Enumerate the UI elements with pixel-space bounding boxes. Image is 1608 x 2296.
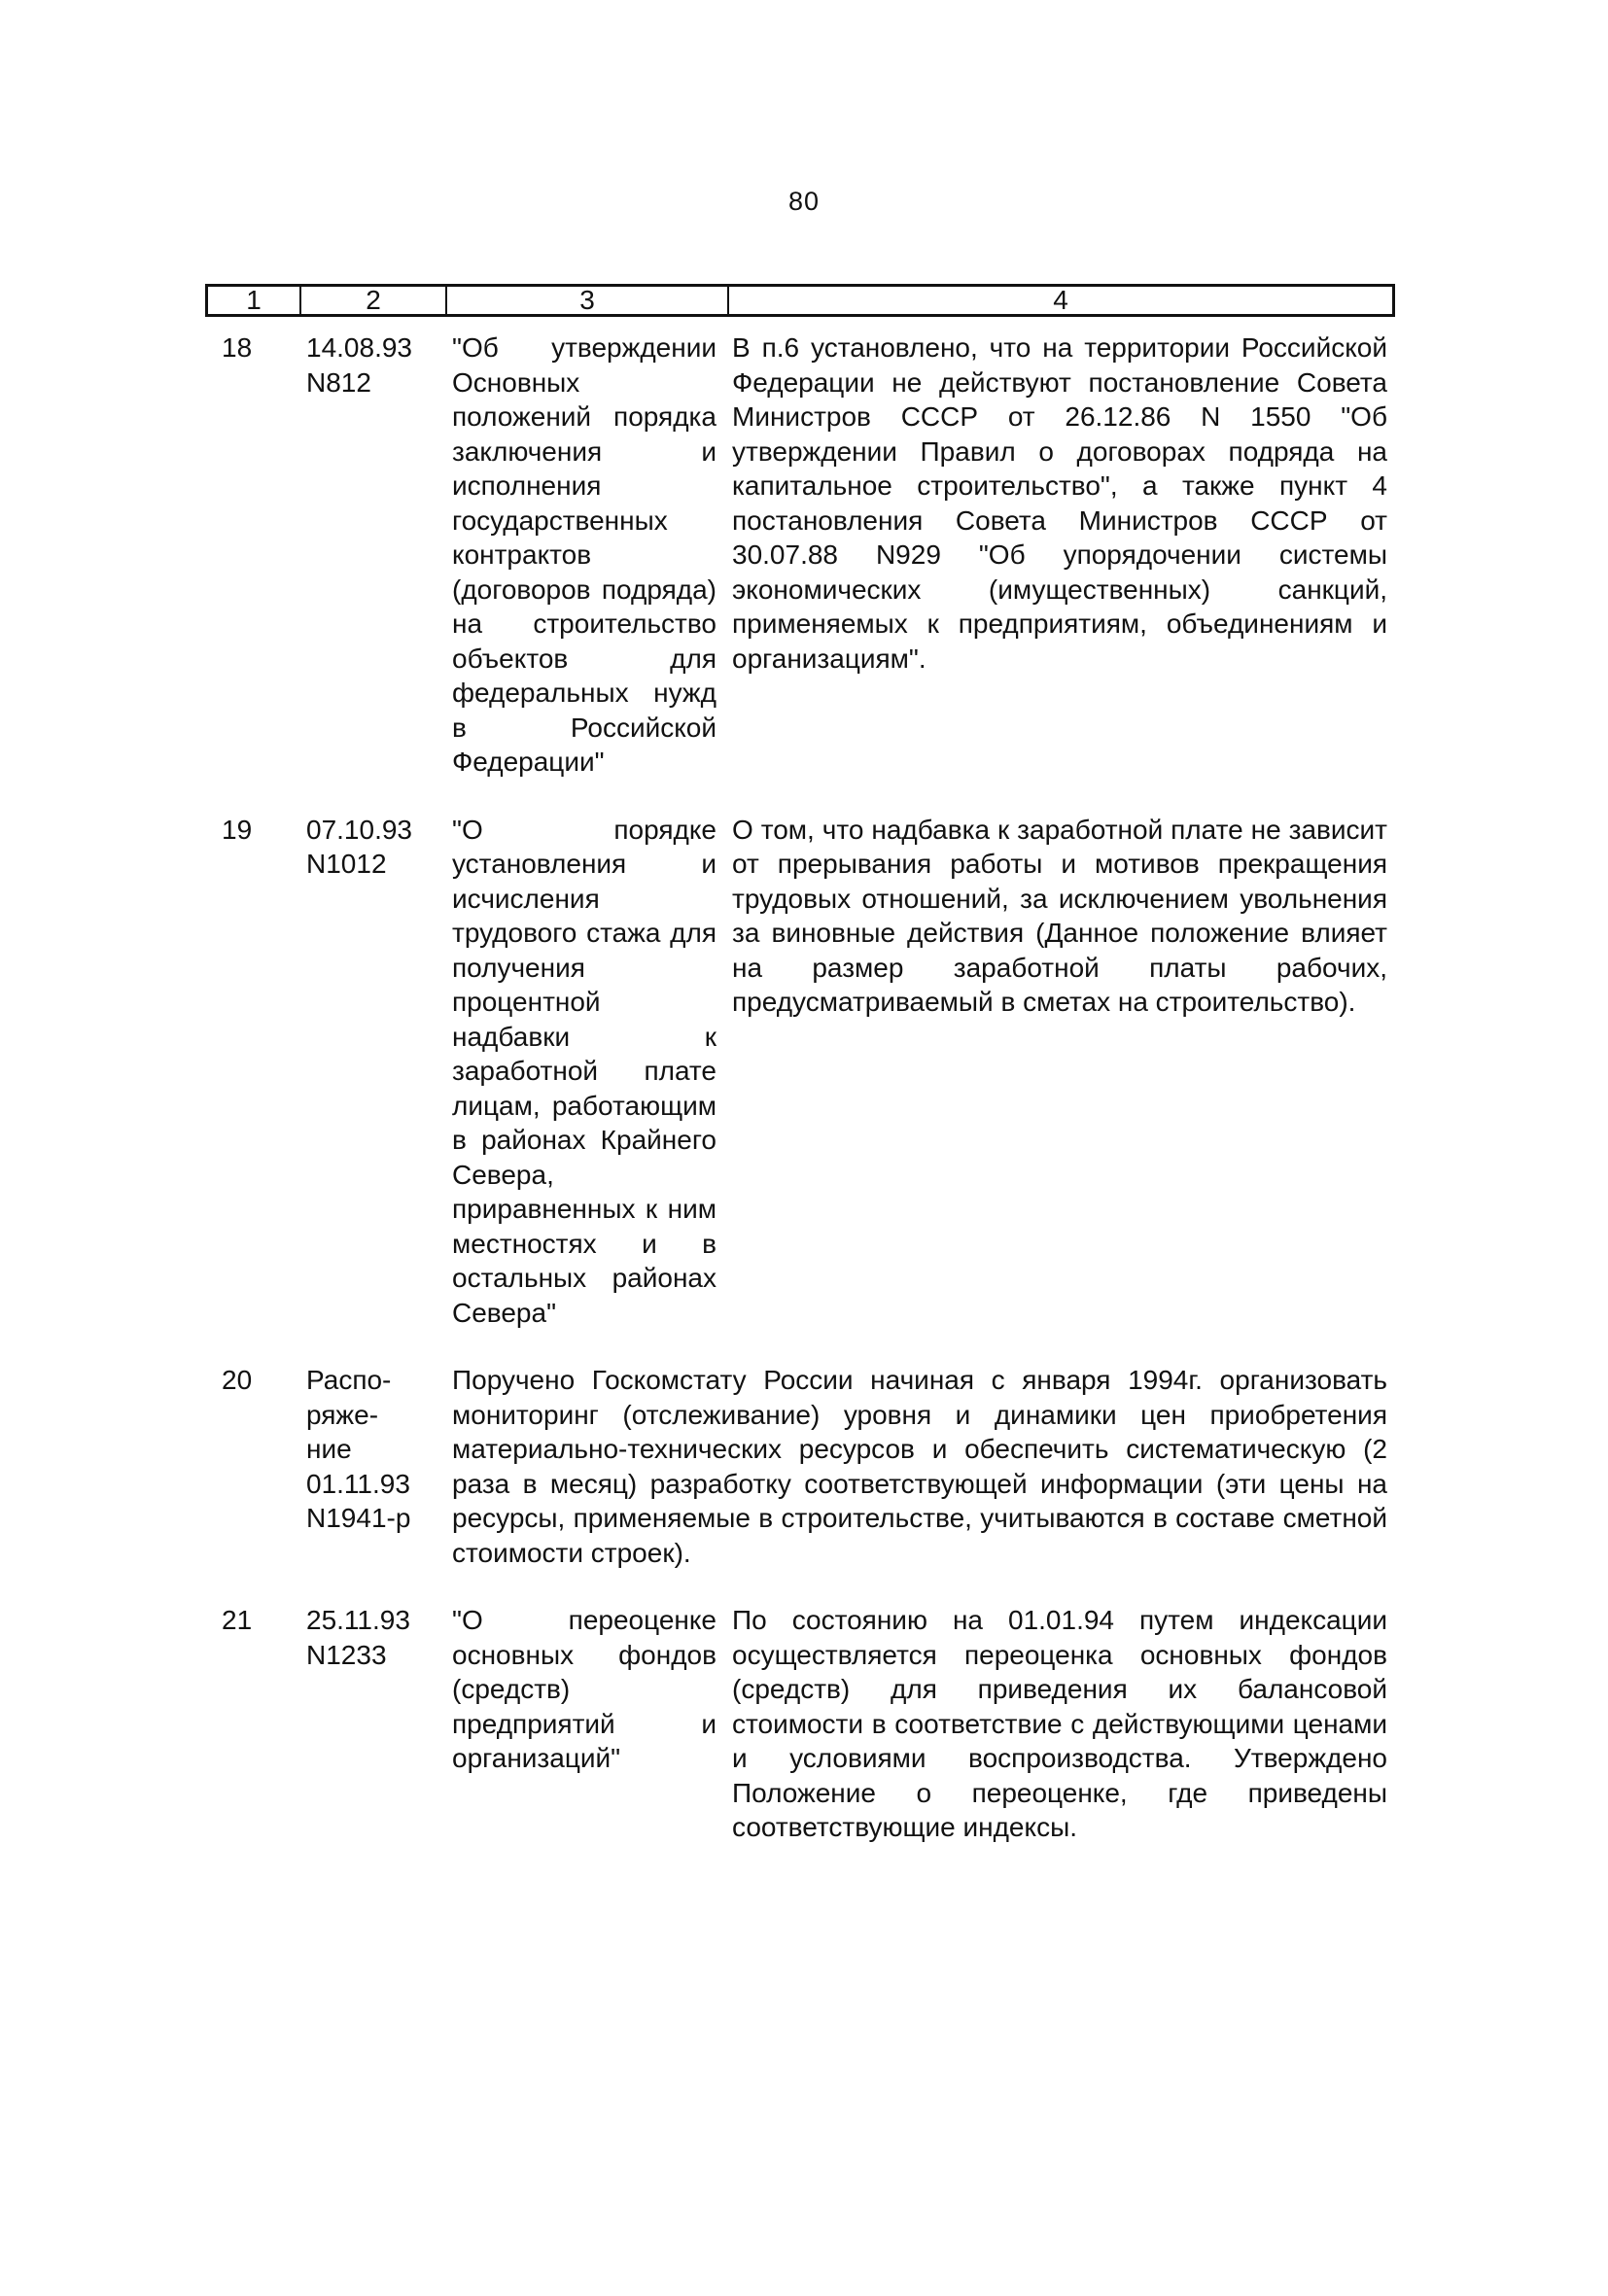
row-description: По состоянию на 01.01.94 путем индексации осуществляется переоценка основных фондов (средств) для приведения их балансовой стоимости в соответствие с действующими ценами и условиями воспроизводства. Утверждено Положение о переоценке, где приведены соответствующие индексы. xyxy=(732,1605,1387,1842)
row-number: 18 xyxy=(222,332,253,363)
row-date: 25.11.93 N1233 xyxy=(306,1605,410,1670)
row-number: 19 xyxy=(222,814,253,845)
row-title: "О порядке установления и исчисления трудового стажа для получения процентной надбавки к заработной плате лицам, работающим в районах Крайнего Севера, приравненных к ним местностях и в остальных районах Севера" xyxy=(452,814,717,1328)
row-title: "О переоценке основных фондов (средств) предприятий и организаций" xyxy=(452,1605,717,1773)
table-header xyxy=(205,284,1395,317)
column-header-3: 3 xyxy=(447,287,729,314)
row-description: Поручено Госкомстату России начиная с января 1994г. организовать мониторинг (отслеживание) уровня и динамики цен приобретения материально-технических ресурсов и обеспечить систематическую (2 раза в месяц) разработку соответствующей информации (эти цены на ресурсы, применяемые в строительстве, учитываются в составе сметной стоимости строек). xyxy=(452,1365,1387,1568)
row-date: 14.08.93 N812 xyxy=(306,332,412,398)
table-row xyxy=(205,1363,1395,1570)
page-number: 80 xyxy=(787,187,821,216)
table-row xyxy=(205,1603,1395,1845)
column-header-1: 1 xyxy=(208,287,301,314)
row-description: О том, что надбавка к заработной плате не зависит от прерывания работы и мотивов прекращения трудовых отношений, за исключением увольнения за виновные действия (Данное положение влияет на размер заработной платы рабочих, предусматриваемый в сметах на строительство). xyxy=(732,814,1387,1017)
row-date: 07.10.93 N1012 xyxy=(306,814,412,879)
column-header-4: 4 xyxy=(1053,285,1068,315)
row-number: 21 xyxy=(222,1605,253,1635)
table-body xyxy=(205,330,1395,1878)
row-number: 20 xyxy=(222,1365,253,1395)
row-description: В п.6 установлено, что на территории Российской Федерации не действуют постановление Совета Министров СССР от 26.12.86 N 1550 "Об утверждении Правил о договорах подряда на капитальное строительство", а также пункт 4 постановления Совета Министров СССР от 30.07.88 N929 "Об упорядочении системы экономических (имущественных) санкций, применяемых к предприятиям, объединениям и организациям". xyxy=(732,332,1387,674)
row-date: Распо- ряже- ние 01.11.93 N1941-р xyxy=(306,1365,411,1533)
row-title: "Об утверждении Основных положений порядка заключения и исполнения государственных контрактов (договоров подряда) на строительство объектов для федеральных нужд в Российской Федерации" xyxy=(452,332,717,777)
table-row xyxy=(205,330,1395,780)
column-header-2: 2 xyxy=(301,287,447,314)
table-row xyxy=(205,813,1395,1331)
